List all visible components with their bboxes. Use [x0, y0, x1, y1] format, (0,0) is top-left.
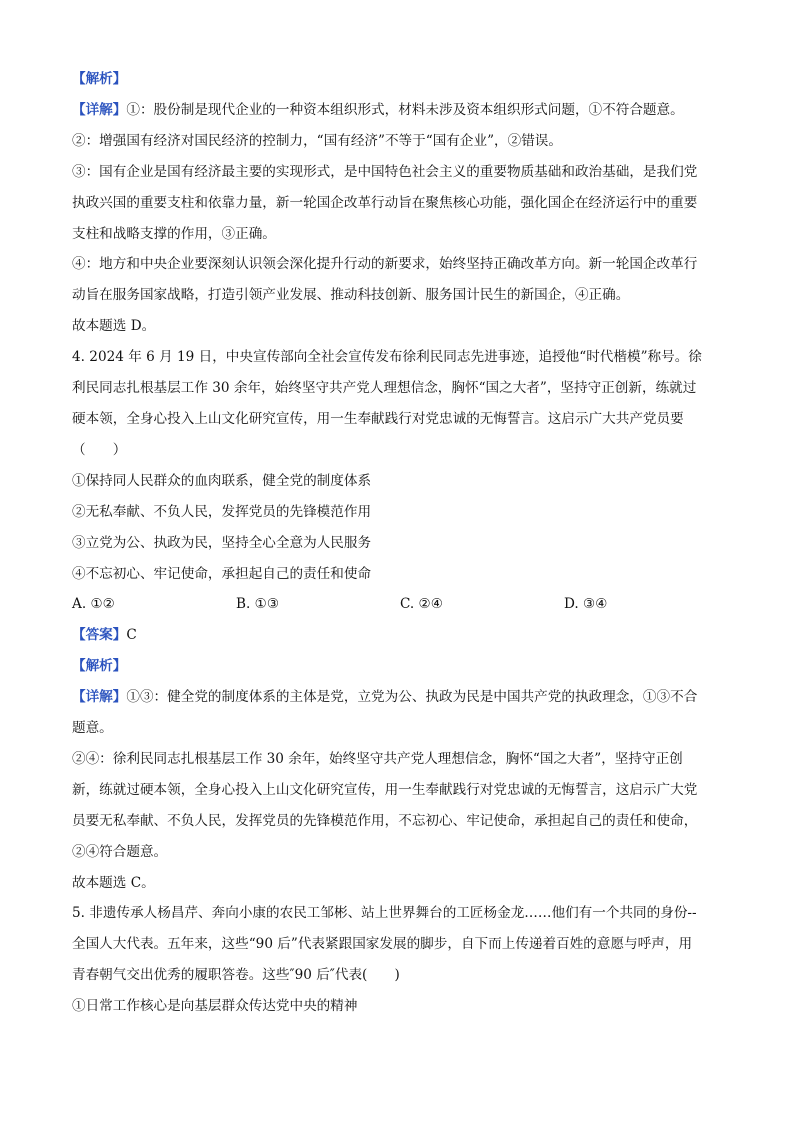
detail-tag: 【详解】 — [72, 101, 127, 118]
statement: ②无私奉献、不负人民，发挥党员的先锋模范作用 — [72, 503, 372, 520]
statement: ①保持同人民群众的血肉联系，健全党的制度体系 — [72, 472, 372, 489]
option-c: C. ②④ — [400, 596, 443, 613]
detail-line: 执政兴国的重要支柱和依靠力量，新一轮国企改革行动旨在聚焦核心功能，强化国企在经济运行中的重要 — [72, 194, 698, 211]
analysis-tag: 【解析】 — [72, 658, 127, 675]
answer-line — [72, 620, 732, 651]
analysis-heading — [72, 651, 732, 682]
question-stem: 硬本领，全身心投入上山文化研究宣传，用一生奉献践行对党忠诚的无悔誓言。这启示广大共产党员要 — [72, 410, 684, 427]
detail-line: ②：增强国有经济对国民经济的控制力，“国有经济”不等于“国有企业”，②错误。 — [72, 132, 562, 149]
statement: ①日常工作核心是向基层群众传达党中央的精神 — [72, 998, 358, 1015]
question-stem: （ ） — [72, 441, 127, 458]
question-stem: 利民同志扎根基层工作 30 余年，始终坚守共产党人理想信念，胸怀“国之大者”，坚持守正创新，练就过 — [72, 380, 697, 397]
analysis-heading — [72, 64, 732, 95]
conclusion: 故本题选 D。 — [72, 318, 156, 335]
question-stem: 5. 非遗传承人杨昌芹、奔向小康的农民工邹彬、站上世界舞台的工匠杨金龙……他们有一个共同的身份-- — [72, 905, 697, 922]
detail-line: 题意。 — [72, 720, 113, 737]
answer-value: C — [126, 627, 137, 644]
question-stem: 4. 2024 年 6 月 19 日，中央宣传部向全社会宣传发布徐利民同志先进事迹，追授他“时代楷模”称号。徐 — [72, 349, 702, 366]
question-stem: 青春朝气交出优秀的履职答卷。这些″90 后″代表( ) — [72, 967, 400, 984]
detail-tag: 【详解】 — [72, 689, 127, 706]
answer-options — [72, 589, 732, 620]
detail-line: ③：国有企业是国有经济最主要的实现形式，是中国特色社会主义的重要物质基础和政治基础，是我们党 — [72, 163, 698, 180]
detail-line: 新，练就过硬本领，全身心投入上山文化研究宣传，用一生奉献践行对党忠诚的无悔誓言，这启示广大党 — [72, 781, 698, 798]
statement: ③立党为公、执政为民，坚持全心全意为人民服务 — [72, 534, 372, 551]
detail-line: 动旨在服务国家战略，打造引领产业发展、推动科技创新、服务国计民生的新国企，④正确。 — [72, 287, 630, 304]
detail-line: 员要无私奉献、不负人民，发挥党员的先锋模范作用，不忘初心、牢记使命，承担起自己的责任和使命， — [72, 812, 698, 829]
detail-line: 支柱和战略支撑的作用，③正确。 — [72, 225, 276, 242]
option-d: D. ③④ — [564, 596, 608, 613]
document-page — [72, 64, 732, 1022]
conclusion: 故本题选 C。 — [72, 874, 155, 891]
question-stem: 全国人大代表。五年来，这些“90 后”代表紧跟国家发展的脚步，自下而上传递着百姓的意愿与呼声，用 — [72, 936, 693, 953]
detail-line: ②④符合题意。 — [72, 843, 168, 860]
answer-tag: 【答案】 — [72, 627, 127, 644]
detail-line: ②④：徐利民同志扎根基层工作 30 余年，始终坚守共产党人理想信念，胸怀“国之大者”，坚持守正创 — [72, 750, 683, 767]
detail-line: ④：地方和中央企业要深刻认识领会深化提升行动的新要求，始终坚持正确改革方向。新一轮国企改革行 — [72, 256, 698, 273]
option-a: A. ①② — [72, 596, 115, 613]
detail-line: 【详解】①③：健全党的制度体系的主体是党，立党为公、执政为民是中国共产党的执政理念，①③不合 — [72, 689, 698, 706]
analysis-tag: 【解析】 — [72, 71, 127, 87]
option-b: B. ①③ — [236, 596, 280, 613]
detail-line: 【详解】①：股份制是现代企业的一种资本组织形式，材料未涉及资本组织形式问题，①不符合题意。 — [72, 101, 684, 118]
statement: ④不忘初心、牢记使命，承担起自己的责任和使命 — [72, 565, 372, 582]
